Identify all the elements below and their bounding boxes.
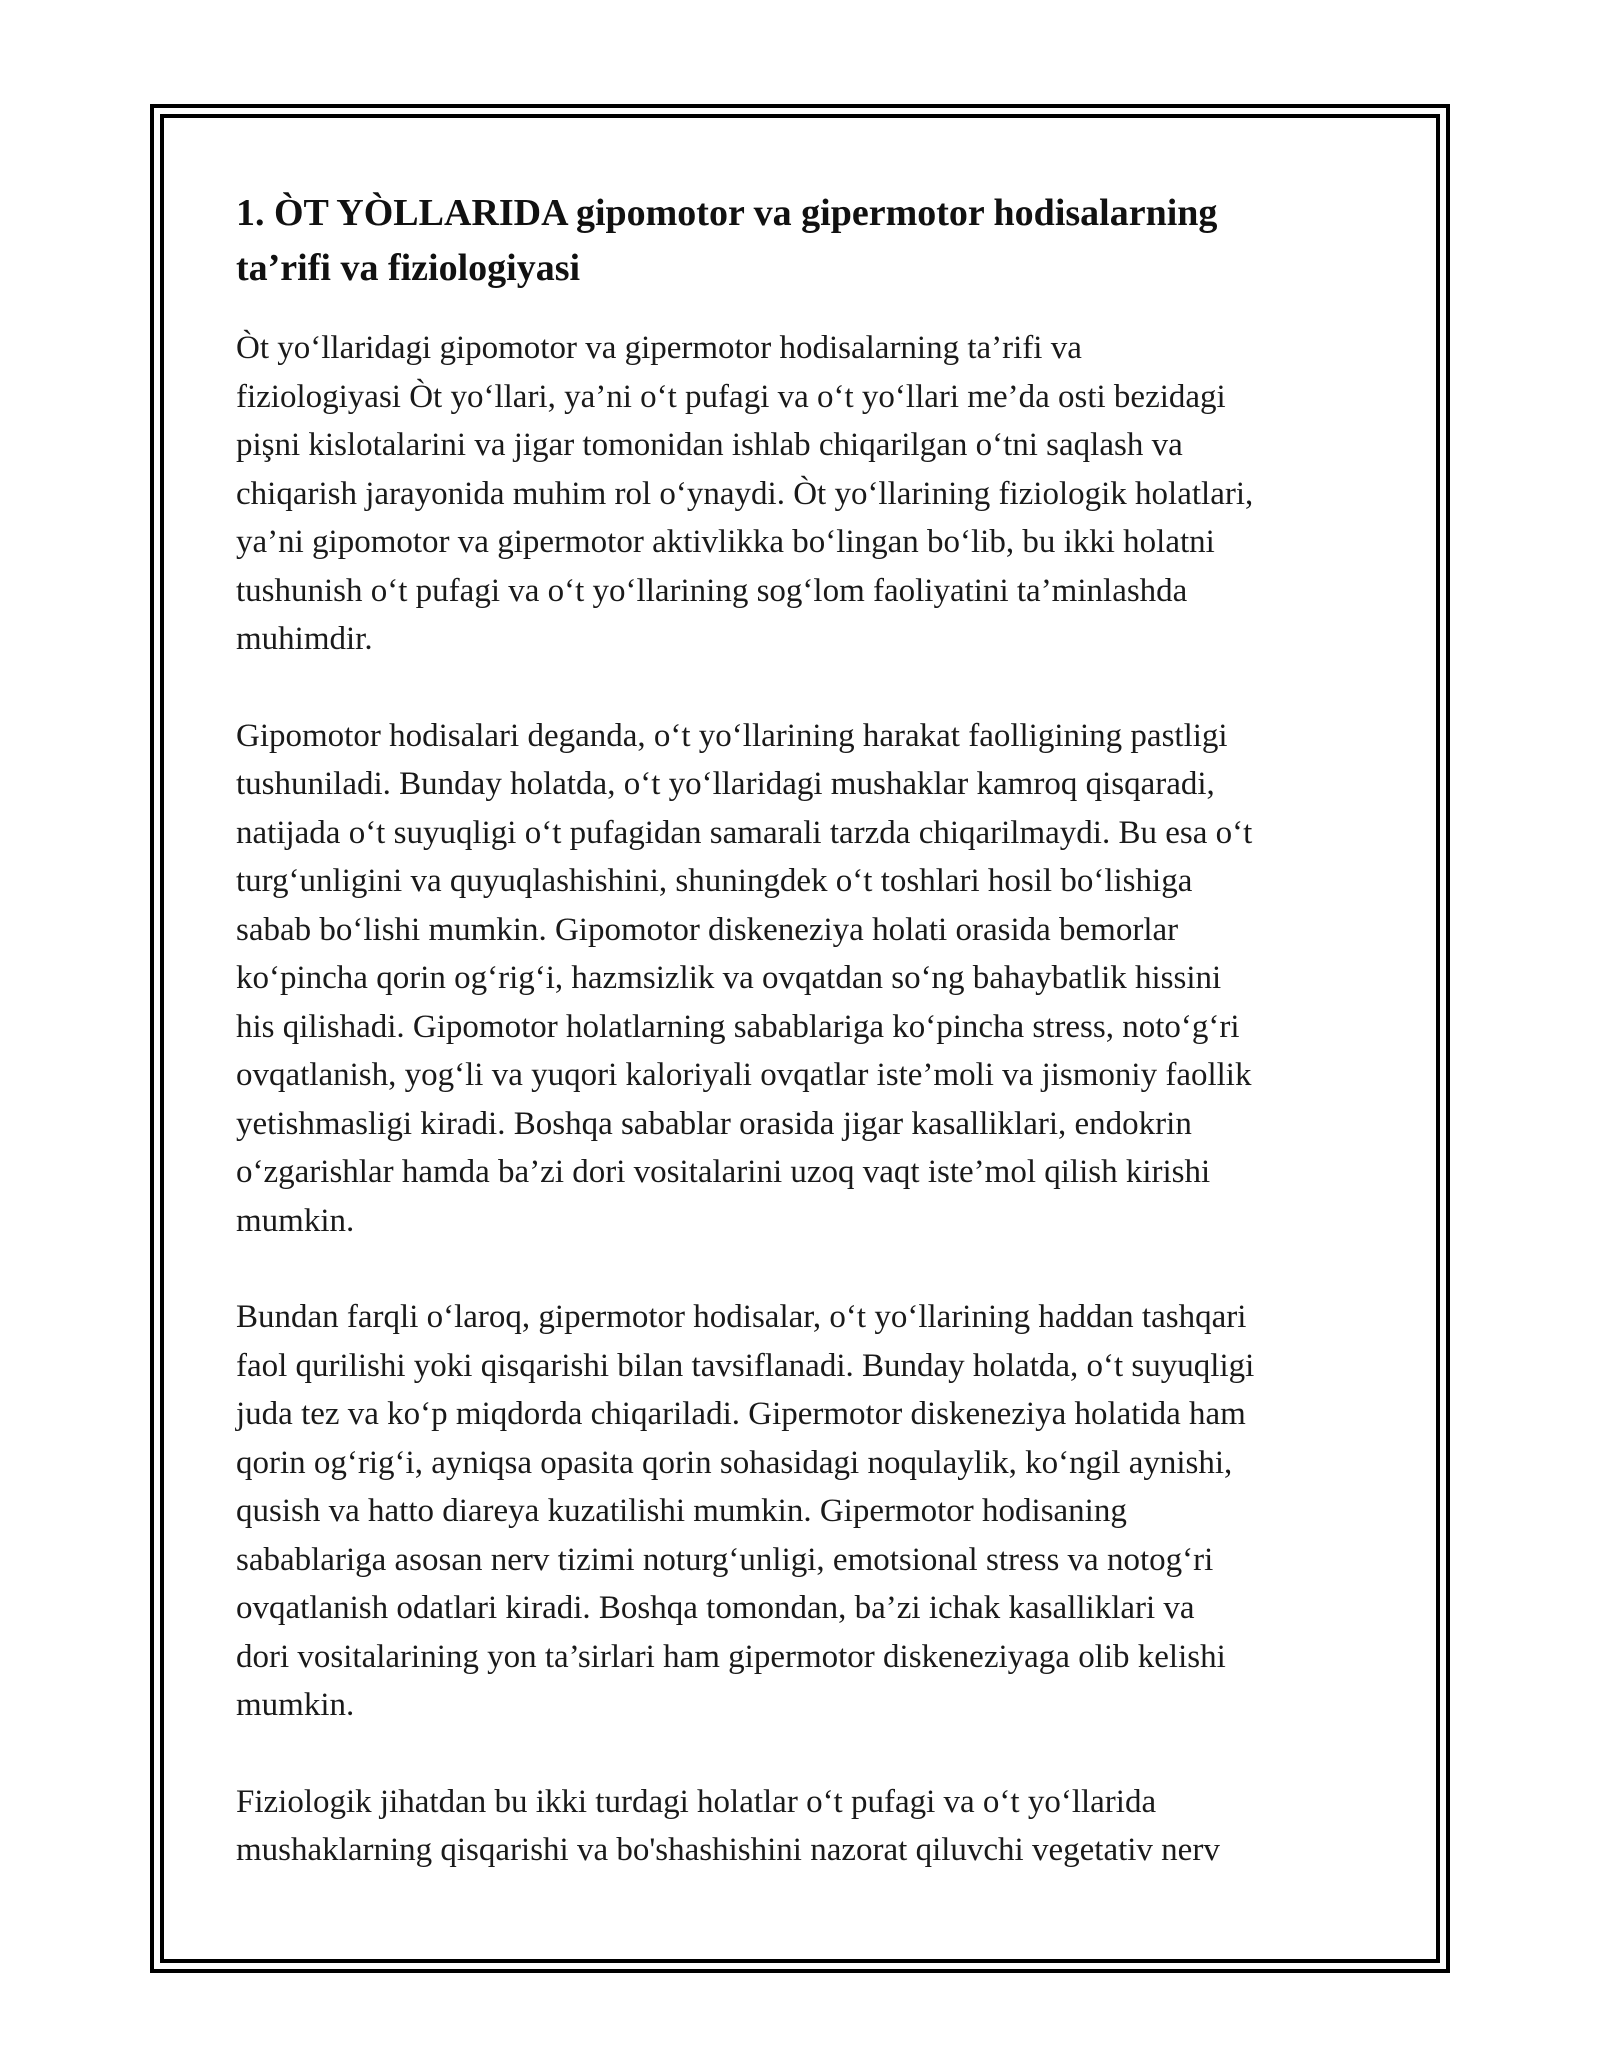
section-heading: 1. ÒT YÒLLARIDA gipomotor va gipermotor hodisalarning ta’rifi va fiziologiyasi [236, 192, 1218, 289]
paragraph-intro: Òt yo‘llaridagi gipomotor va gipermotor hodisalarning ta’rifi va fiziologiyasi Òt yo‘llari, ya’ni o‘t pufagi va o‘t yo‘llari me’da osti bezidagi pişni kislotalarini va jigar tomonidan ishlab chiqarilgan o‘tni saqlash va chiqarish jarayonida muhim rol o‘ynaydi. Òt yo‘llarining fiziologik holatlari, ya’ni gipomotor va gipermotor aktivlikka bo‘lingan bo‘lib, bu ikki holatni tushunish o‘t pufagi va o‘t yo‘llarining sog‘lom faoliyatini ta’minlashda muhimdir. [236, 330, 1254, 657]
document-body [236, 186, 1386, 1923]
paragraph-gipermotor: Bundan farqli o‘laroq, gipermotor hodisalar, o‘t yo‘llarining haddan tashqari faol qurilishi yoki qisqarishi bilan tavsiflanadi. Bunday holatda, o‘t suyuqligi juda tez va ko‘p miqdorda chiqariladi. Gipermotor diskeneziya holatida ham qorin og‘rig‘i, ayniqsa opasita qorin sohasidagi noqulaylik, ko‘ngil aynishi, qusish va hatto diareya kuzatilishi mumkin. Gipermotor hodisaning sabablariga asosan nerv tizimi noturg‘unligi, emotsional stress va notog‘ri ovqatlanish odatlari kiradi. Boshqa tomondan, ba’zi ichak kasalliklari va dori vositalarining yon ta’sirlari ham gipermotor diskeneziyaga olib kelishi mumkin. [236, 1299, 1255, 1723]
paragraph-fiziologik: Fiziologik jihatdan bu ikki turdagi holatlar o‘t pufagi va o‘t yo‘llarida mushaklarning qisqarishi va bo'shashishini nazorat qiluvchi vegetativ nerv [236, 1783, 1220, 1868]
paragraph-gipomotor: Gipomotor hodisalari deganda, o‘t yo‘llarining harakat faolligining pastligi tushuniladi. Bunday holatda, o‘t yo‘llaridagi mushaklar kamroq qisqaradi, natijada o‘t suyuqligi o‘t pufagidan samarali tarzda chiqarilmaydi. Bu esa o‘t turg‘unligini va quyuqlashishini, shuningdek o‘t toshlari hosil bo‘lishiga sabab bo‘lishi mumkin. Gipomotor diskeneziya holati orasida bemorlar ko‘pincha qorin og‘rig‘i, hazmsizlik va ovqatdan so‘ng bahaybatlik hissini his qilishadi. Gipomotor holatlarning sabablariga ko‘pincha stress, noto‘g‘ri ovqatlanish, yog‘li va yuqori kaloriyali ovqatlar iste’moli va jismoniy faollik yetishmasligi kiradi. Boshqa sabablar orasida jigar kasalliklari, endokrin o‘zgarishlar hamda ba’zi dori vositalarini uzoq vaqt iste’mol qilish kirishi mumkin. [236, 717, 1253, 1239]
